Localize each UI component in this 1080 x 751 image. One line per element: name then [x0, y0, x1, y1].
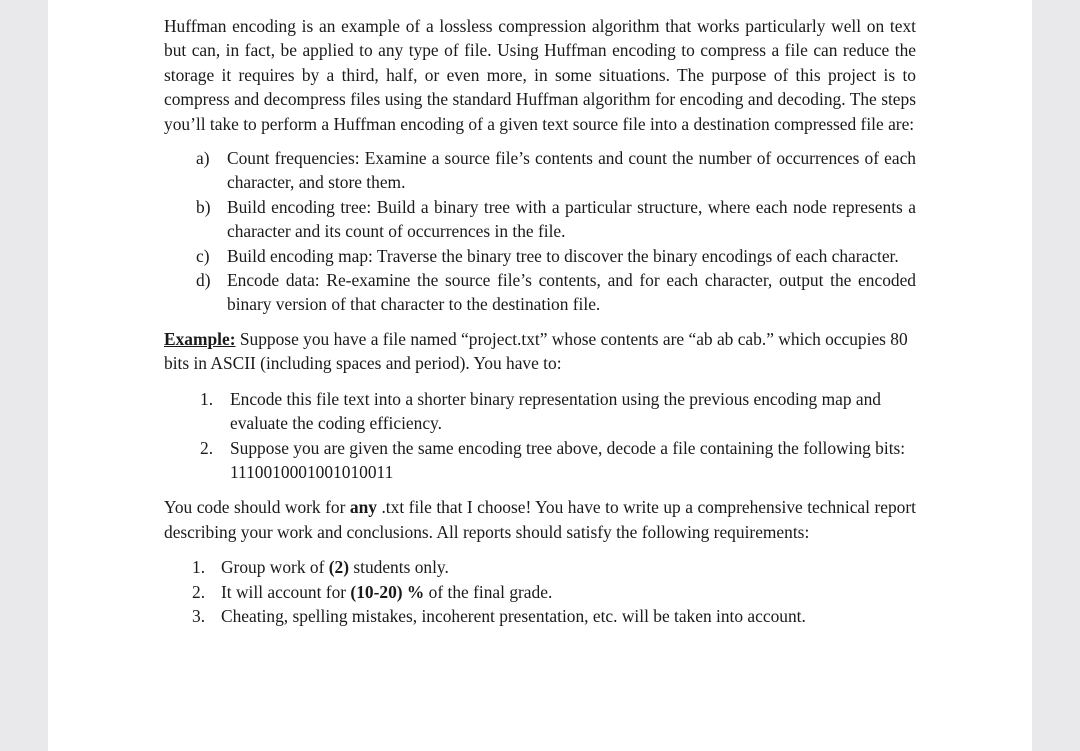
requirement-text: Group work of — [221, 557, 329, 578]
task-marker: 1. — [200, 388, 214, 409]
requirement-text: Cheating, spelling mistakes, incoherent presentation, etc. will be taken into account. — [221, 605, 806, 626]
requirement-marker: 3. — [192, 605, 206, 626]
task-marker: 2. — [200, 437, 214, 458]
step-marker: c) — [196, 245, 210, 266]
document-body — [164, 14, 916, 628]
requirement-emphasis: (2) — [328, 557, 349, 578]
task-text: Suppose you are given the same encoding tree above, decode a file containing the following bits: 1110010001001010011 — [230, 437, 906, 482]
step-text: Encode data: Re-examine the source file’s contents, and for each character, output the encoded binary version of that character to the destination file. — [227, 270, 916, 315]
requirement-item — [164, 604, 916, 628]
requirement-text: It will account for — [221, 581, 351, 602]
step-marker: a) — [196, 148, 210, 169]
step-text: Count frequencies: Examine a source file’s contents and count the number of occurrences of each character, and store them. — [227, 148, 916, 193]
requirement-text-end: students only. — [349, 557, 449, 578]
steps-list — [164, 146, 916, 317]
example-task-list — [164, 387, 916, 485]
requirement-marker: 2. — [192, 581, 206, 602]
requirement-marker: 1. — [192, 557, 206, 578]
step-text: Build encoding tree: Build a binary tree with a particular structure, where each node represents a character and its count of occurrences in the file. — [227, 196, 916, 242]
example-paragraph — [164, 327, 916, 376]
intro-paragraph: Huffman encoding is an example of a lossless compression algorithm that works particularly well on text but can, in fact, be applied to any type of file. Using Huffman encoding to compress a file can reduce the storage it requires by a third, half, or even more, in some situations. The purpose of this project is to compress and decompress files using the standard Huffman algorithm for encoding and decoding. The steps you’ll take to perform a Huffman encoding of a given text source file into a destination compressed file are: — [164, 16, 916, 134]
closing-text-2: .txt file that I choose! You have to write up a comprehensive technical report describing your work and conclusions. All reports should satisfy the following requirements: — [164, 497, 916, 542]
requirement-text-end: of the final grade. — [424, 581, 553, 602]
step-item-d — [164, 268, 916, 317]
task-item — [164, 436, 916, 485]
task-item — [164, 387, 916, 436]
step-item-c — [164, 244, 916, 268]
step-marker: d) — [196, 270, 211, 291]
step-text: Build encoding map: Traverse the binary tree to discover the binary encodings of each character. — [227, 245, 899, 266]
task-text: Encode this file text into a shorter binary representation using the previous encoding map and evaluate the coding efficiency. — [230, 388, 882, 434]
step-item-a — [164, 146, 916, 195]
closing-text-1: You code should work for — [164, 497, 350, 518]
step-marker: b) — [196, 196, 211, 217]
requirements-list — [164, 555, 916, 628]
closing-emphasis: any — [349, 497, 377, 518]
requirement-emphasis: (10-20) % — [350, 581, 425, 602]
requirement-item — [164, 580, 916, 604]
closing-paragraph — [164, 495, 916, 544]
step-item-b — [164, 195, 916, 244]
document-page — [48, 0, 1032, 751]
example-text: Suppose you have a file named “project.txt” whose contents are “ab ab cab.” which occupies 80 bits in ASCII (including spaces and period). You have to: — [164, 328, 908, 374]
requirement-item — [164, 555, 916, 579]
example-heading: Example: — [164, 328, 236, 349]
